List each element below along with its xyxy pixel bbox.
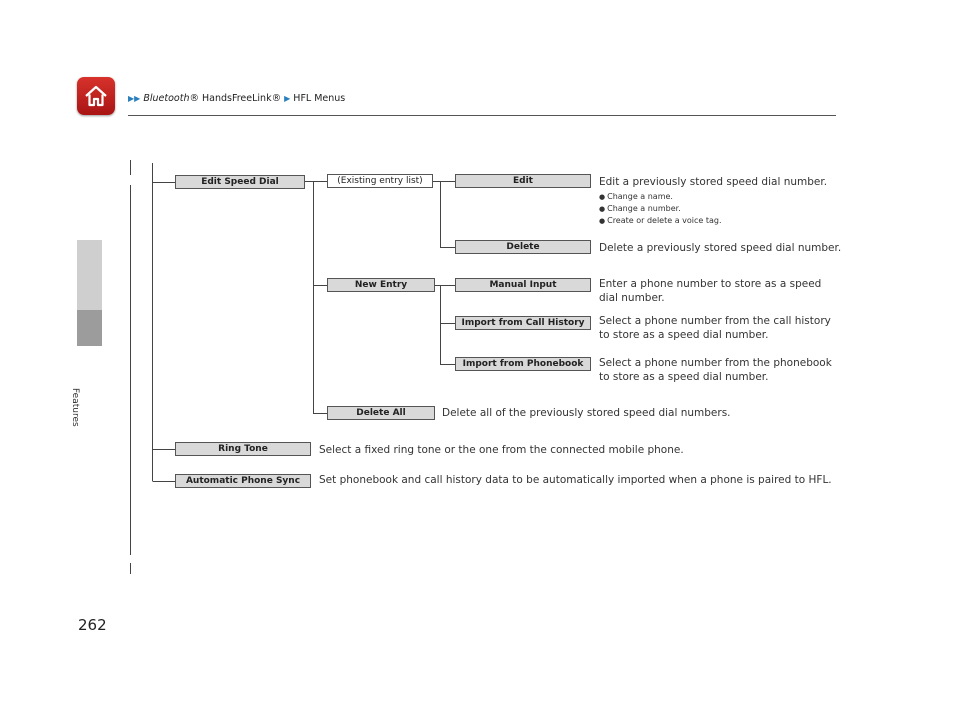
section-label: Features — [70, 388, 80, 427]
list-item: ● Change a number. — [599, 204, 681, 213]
menu-import-call-history[interactable]: Import from Call History — [455, 316, 591, 330]
breadcrumb-arrow-icon: ▶▶ — [128, 94, 141, 103]
menu-new-entry[interactable]: New Entry — [327, 278, 435, 292]
page-number: 262 — [78, 616, 107, 634]
list-item: ● Change a name. — [599, 192, 673, 201]
edit-bullet-list — [599, 191, 722, 227]
menu-manual-input[interactable]: Manual Input — [455, 278, 591, 292]
automatic-phone-sync-description: Set phonebook and call history data to be automatically imported when a phone is paired to HFL. — [319, 474, 832, 486]
ring-tone-description: Select a fixed ring tone or the one from the connected mobile phone. — [319, 444, 684, 456]
delete-description: Delete a previously stored speed dial number. — [599, 242, 842, 254]
list-item: ● Create or delete a voice tag. — [599, 216, 722, 225]
edit-description: Edit a previously stored speed dial number. — [599, 176, 828, 188]
breadcrumb-link-hfl-menus[interactable]: HFL Menus — [293, 93, 346, 104]
bullet-icon: ● — [599, 193, 606, 201]
menu-edit-speed-dial[interactable]: Edit Speed Dial — [175, 175, 305, 189]
import-phonebook-description: Select a phone number from the phonebook to store as a speed dial number. — [599, 357, 832, 383]
bullet-icon: ● — [599, 205, 606, 213]
menu-delete-all[interactable]: Delete All — [327, 406, 435, 420]
breadcrumb-link-bluetooth[interactable]: Bluetooth® HandsFreeLink® — [143, 93, 282, 104]
menu-import-phonebook[interactable]: Import from Phonebook — [455, 357, 591, 371]
breadcrumb-arrow-icon: ▶ — [284, 94, 291, 103]
menu-ring-tone[interactable]: Ring Tone — [175, 442, 311, 456]
bullet-icon: ● — [599, 217, 606, 225]
menu-existing-entry-list[interactable]: (Existing entry list) — [327, 174, 433, 188]
delete-all-description: Delete all of the previously stored speed dial numbers. — [442, 407, 731, 419]
import-call-history-description: Select a phone number from the call history to store as a speed dial number. — [599, 315, 831, 341]
menu-edit[interactable]: Edit — [455, 174, 591, 188]
manual-input-description: Enter a phone number to store as a speed dial number. — [599, 278, 822, 304]
menu-delete[interactable]: Delete — [455, 240, 591, 254]
menu-automatic-phone-sync[interactable]: Automatic Phone Sync — [175, 474, 311, 488]
